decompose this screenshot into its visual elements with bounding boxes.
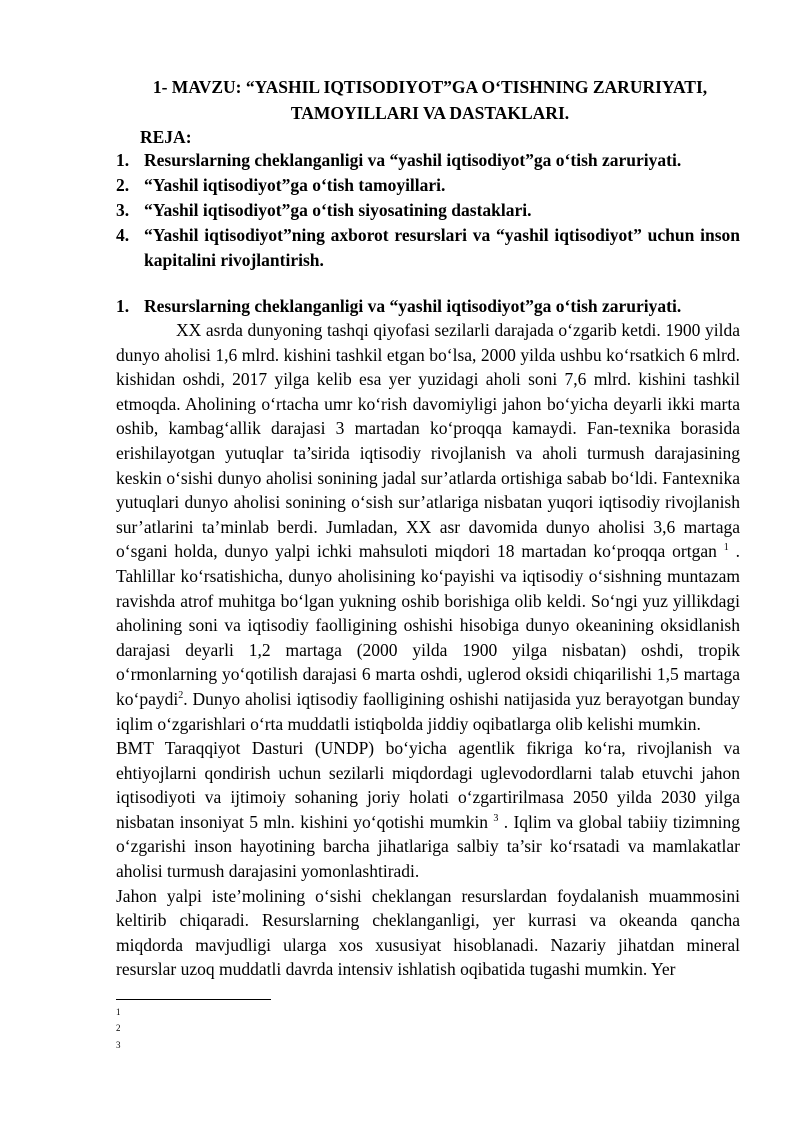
plan-heading: REJA:	[140, 127, 192, 147]
paragraph-text: BMT Taraqqiyot Dasturi (UNDP) bo‘yicha agentlik fikriga ko‘ra, rivojlanish va ehtiyojlarni qondirish uchun sezilarli miqdordagi uglevodordlarni talab etuvchi jahon iqtisodiyoti va ijtimoiy sohaning joriy holati o‘zgartirilmasa 2050 yilda 2030 yilga nisbatan insoniyat 5 mln. kishini yo‘qotishi mumkin	[116, 738, 740, 832]
plan-item-number: 1.	[116, 150, 130, 170]
footnote-ref[interactable]: 2	[178, 690, 184, 702]
paragraph-2	[116, 736, 740, 884]
paragraph-text: . Iqlim va global tabiiy tizimning o‘zgarishi inson hayotining barcha jihatlariga salbiy ta’sir ko‘rsatadi va mamlakatlar aholisi turmush darajasini yomonlashtiradi.	[116, 811, 741, 882]
topic-title-line-2: TAMOYILLARI VA DASTAKLARI.	[290, 103, 570, 123]
plan-item	[116, 173, 740, 198]
plan-item-text: “Yashil iqtisodiyot”ga o‘tish siyosatining dastaklari.	[144, 200, 532, 220]
section-heading	[116, 294, 746, 319]
plan-item-number: 4.	[116, 225, 130, 245]
plan-list	[116, 148, 740, 273]
footnote-1: 1	[116, 1007, 121, 1017]
plan-item-number: 3.	[116, 200, 130, 220]
footnote-2: 2	[116, 1023, 121, 1033]
plan-item-number: 2.	[116, 175, 130, 195]
plan-item-text: “Yashil iqtisodiyot”ga o‘tish tamoyillari.	[144, 175, 446, 195]
footnote-separator	[116, 999, 271, 1000]
plan-item	[116, 148, 740, 173]
footnote-3: 3	[116, 1040, 121, 1050]
footnote-ref[interactable]: 3	[493, 813, 499, 825]
paragraph-3: Jahon yalpi iste’molining o‘sishi cheklangan resurslardan foydalanish muammosini keltirib chiqaradi. Resurslarning cheklanganligi, yer kurrasi va okeanda qancha miqdorda mavjudligi ularga xos xususiyat hisoblanadi. Nazariy jihatdan mineral resurslar uzoq muddatli davrda intensiv ishlatish oqibatida tugashi mumkin. Yer	[116, 885, 740, 980]
plan-item	[116, 223, 740, 273]
section-number: 1.	[116, 296, 130, 316]
section-body	[116, 318, 740, 982]
section-title: Resurslarning cheklanganligi va “yashil iqtisodiyot”ga o‘tish zaruriyati.	[144, 296, 682, 316]
plan-item	[116, 198, 740, 223]
topic-title-line-1: 1- MAVZU: “YASHIL IQTISODIYOT”GA O‘TISHNING ZARURIYATI,	[152, 77, 708, 97]
paragraph-1	[116, 318, 740, 736]
paragraph-text: . Dunyo aholisi iqtisodiy faolligining oshishi natijasida yuz berayotgan bunday iqlim o‘zgarishlari o‘rta muddatli istiqbolda jiddiy oqibatlarga olib kelishi mumkin.	[116, 688, 740, 734]
plan-item-text: “Yashil iqtisodiyot”ning axborot resurslari va “yashil iqtisodiyot” uchun inson kapitalini rivojlantirish.	[144, 225, 740, 270]
paragraph-text: . Tahlillar ko‘rsatishicha, dunyo aholisining ko‘payishi va iqtisodiy o‘sishning muntazam ravishda atrof muhitga bo‘lgan yukning oshib borishiga olib keldi. So‘ngi yuz yillikdagi aholining soni va iqtisodiy faolligining oshishi hisobiga dunyo okeanining oksidlanish darajasi deyarli 1,2 martaga (2000 yilda 1900 yilga nisbatan) oshdi, tropik o‘rmonlarning yo‘qotilish darajasi 6 marta oshdi, uglerod oksidi chiqarilishi 1,5 martaga ko‘paydi	[116, 541, 740, 709]
footnote-ref[interactable]: 1	[723, 542, 729, 554]
paragraph-text: XX asrda dunyoning tashqi qiyofasi sezilarli darajada o‘zgarib ketdi. 1900 yilda dunyo aholisi 1,6 mlrd. kishini tashkil etgan bo‘lsa, 2000 yilda ushbu ko‘rsatkich 6 mlrd. kishidan oshdi, 2017 yilga kelib esa yer yuzidagi aholi soni 7,6 mlrd. kishini tashkil etmoqda. Aholining o‘rtacha umr ko‘rish davomiyligi jahon bo‘yicha deyarli ikki marta oshib, kambag‘allik darajasi 3 martadan ko‘proqqa kamaydi. Fan-texnika borasida erishilayotgan yutuqlar ta’sirida iqtisodiy rivojlanish va aholi turmush darajasining keskin o‘sishi dunyo aholisi sonining jadal sur’atlarda ortishiga sabab bo‘ldi. Fantexnika yutuqlari dunyo aholisi sonining o‘sish sur’atlariga nisbatan yuqori iqtisodiy rivojlanish sur’atlarini ta’minlab berdi. Jumladan, XX asr davomida dunyo aholisi 3,6 martaga o‘sgani holda, dunyo yalpi ichki mahsuloti miqdori 18 martadan ko‘proqqa ortgan	[116, 320, 740, 562]
plan-item-text: Resurslarning cheklanganligi va “yashil iqtisodiyot”ga o‘tish zaruriyati.	[144, 150, 682, 170]
